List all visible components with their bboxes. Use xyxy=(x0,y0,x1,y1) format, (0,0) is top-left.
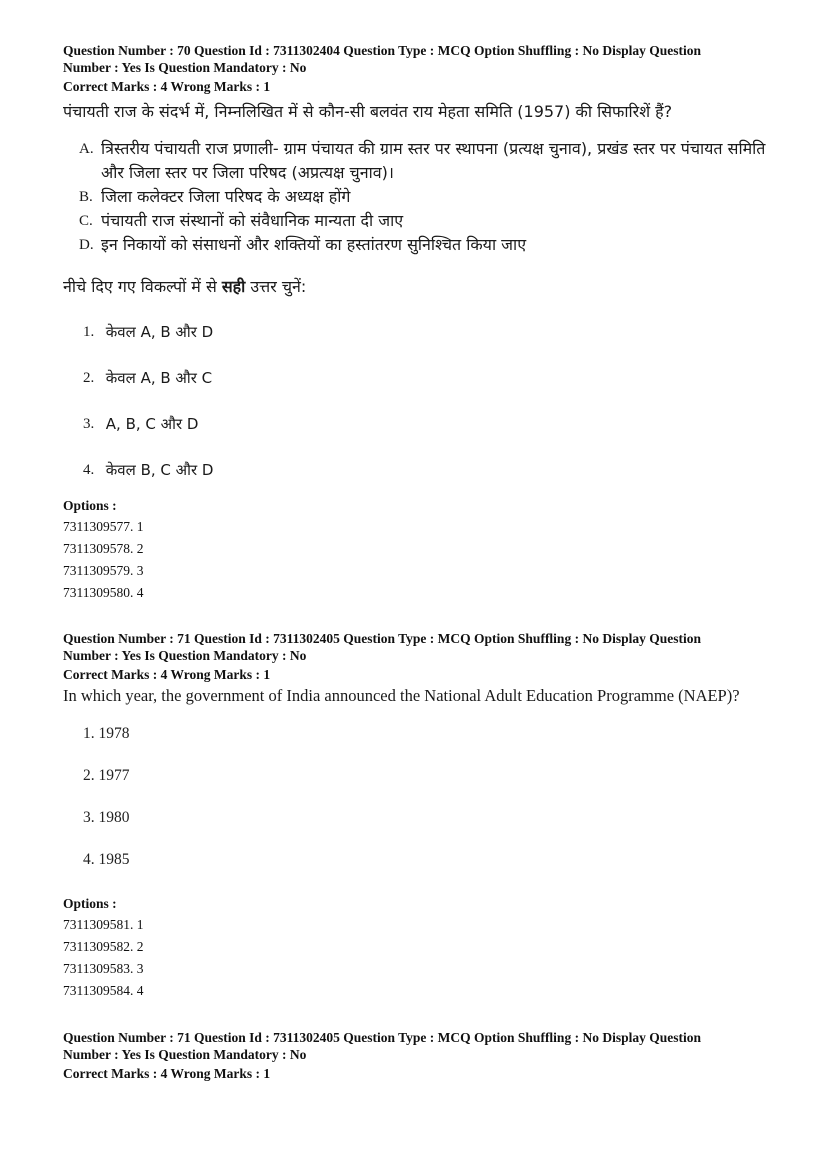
question-text: पंचायती राज के संदर्भ में, निम्नलिखित में से कौन-सी बलवंत राय मेहता समिति (1957) की सिफारिशें हैं? xyxy=(63,102,673,121)
option-id-item: 7311309577. 1 xyxy=(63,519,144,534)
option-id-item: 7311309578. 2 xyxy=(63,541,144,556)
choice-item: 1. 1978 xyxy=(83,725,130,742)
question-71-options xyxy=(63,895,783,1002)
choice-list xyxy=(83,724,783,892)
options-label: Options : xyxy=(63,498,117,513)
statement-item: C. पंचायती राज संस्थानों को संवैधानिक मान्यता दी जाए xyxy=(79,211,404,230)
answer-instruction: नीचे दिए गए विकल्पों में से सही उत्तर चुनें: xyxy=(63,277,307,296)
question-71-block xyxy=(63,630,783,892)
choice-list xyxy=(83,309,783,493)
statement-item: B. जिला कलेक्टर जिला परिषद के अध्यक्ष होंगे xyxy=(79,187,351,206)
statement-item: D. इन निकायों को संसाधनों और शक्तियों का हस्तांतरण सुनिश्चित किया जाए xyxy=(79,235,527,254)
choice-item: 2. 1977 xyxy=(83,767,130,784)
option-id-list xyxy=(63,516,783,604)
choice-item: 2. केवल A, B और C xyxy=(83,369,213,387)
option-id-item: 7311309581. 1 xyxy=(63,917,144,932)
option-id-item: 7311309583. 3 xyxy=(63,961,144,976)
question-71-repeat-block xyxy=(63,1029,783,1082)
option-id-item: 7311309584. 4 xyxy=(63,983,144,998)
statement-item: A. त्रिस्तरीय पंचायती राज प्रणाली- ग्राम पंचायत की ग्राम स्तर पर स्थापना (प्रत्यक्ष चुनाव), प्रखंड स्तर पर पंचायत समिति और जिला स्तर पर जिला परिषद (अप्रत्यक्ष चुनाव)। xyxy=(79,139,766,182)
choice-item: 4. केवल B, C और D xyxy=(83,461,214,479)
question-marks: Correct Marks : 4 Wrong Marks : 1 xyxy=(63,1066,271,1081)
question-marks: Correct Marks : 4 Wrong Marks : 1 xyxy=(63,79,271,94)
option-id-item: 7311309582. 2 xyxy=(63,939,144,954)
question-meta-line1: Question Number : 71 Question Id : 7311302405 Question Type : MCQ Option Shuffling : No Display Question xyxy=(63,631,701,646)
option-id-item: 7311309580. 4 xyxy=(63,585,144,600)
question-marks: Correct Marks : 4 Wrong Marks : 1 xyxy=(63,667,271,682)
question-meta-line1: Question Number : 70 Question Id : 7311302404 Question Type : MCQ Option Shuffling : No Display Question xyxy=(63,43,701,58)
options-label: Options : xyxy=(63,896,117,911)
question-text: In which year, the government of India announced the National Adult Education Programme (NAEP)? xyxy=(63,686,740,705)
question-70-options xyxy=(63,497,783,604)
question-meta-line2: Number : Yes Is Question Mandatory : No xyxy=(63,1047,307,1062)
choice-item: 4. 1985 xyxy=(83,851,130,868)
option-id-list xyxy=(63,914,783,1002)
choice-item: 3. A, B, C और D xyxy=(83,415,199,433)
question-meta-line1: Question Number : 71 Question Id : 7311302405 Question Type : MCQ Option Shuffling : No Display Question xyxy=(63,1030,701,1045)
statement-list xyxy=(79,137,783,257)
question-70-block xyxy=(63,42,783,493)
choice-item: 3. 1980 xyxy=(83,809,130,826)
option-id-item: 7311309579. 3 xyxy=(63,563,144,578)
question-meta-line2: Number : Yes Is Question Mandatory : No xyxy=(63,648,307,663)
choice-item: 1. केवल A, B और D xyxy=(83,323,214,341)
question-meta-line2: Number : Yes Is Question Mandatory : No xyxy=(63,60,307,75)
